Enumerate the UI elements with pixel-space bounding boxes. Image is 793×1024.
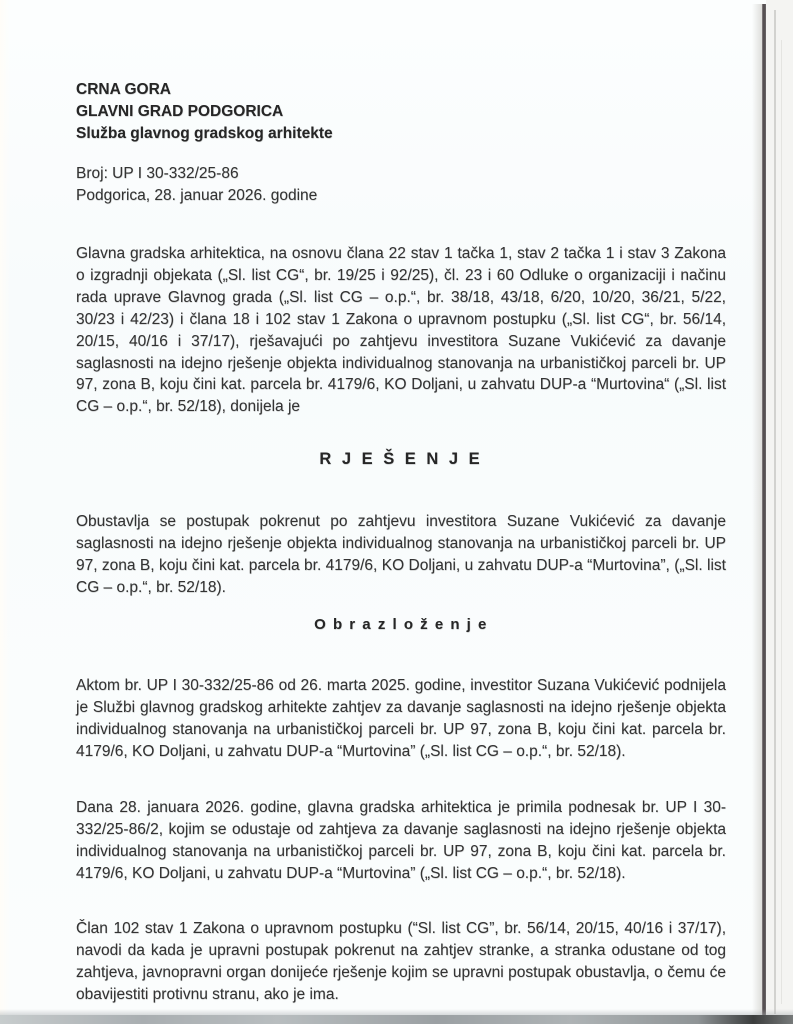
decision-paragraph: Obustavlja se postupak pokrenut po zahtjevu investitora Suzane Vukićević za davanje saglasnosti na idejno rješenje objekta individualnog stanovanja na urbanističkoj parceli br. UP 97, zona B, koju čini kat. parcela br. 4179/6, KO Doljani, u zahvatu DUP-a “Murtovina”, („Sl. list CG – o.p.“, br. 52/18). bbox=[76, 513, 726, 596]
paper-edge-shadow bbox=[752, 4, 762, 1016]
document-meta bbox=[76, 163, 726, 207]
rationale-title: O b r a z l o ž e n j e bbox=[314, 616, 488, 633]
paper-edge-faint-line bbox=[774, 10, 776, 1014]
document-number: Broj: UP I 30-332/25-86 bbox=[76, 165, 239, 182]
decision-title: R J E Š E N J E bbox=[319, 450, 483, 468]
place-and-date: Podgorica, 28. januar 2026. godine bbox=[76, 186, 318, 204]
intro-paragraph: Glavna gradska arhitektica, na osnovu člana 22 stav 1 tačka 1, stav 2 tačka 1 i stav 3 Zakona o izgradnji objekata („Sl. list CG“, br. 19/25 i 92/25), čl. 23 i 60 Odluke o organizaciji i načinu rada uprave Glavnog grada („Sl. list CG – o.p.“, br. 38/18, 43/18, 6/20, 10/20, 36/21, 5/22, 30/23 i 42/23) i člana 18 i 102 stav 1 Zakona o upravnom postupku („Sl. list CG“, br. 56/14, 20/15, 40/16 i 37/17), rješavajući po zahtjevu investitora Suzane Vukićević za davanje saglasnosti na idejno rješenje objekta individualnog stanovanja na urbanističkoj parceli br. UP 97, zona B, koju čini kat. parcela br. 4179/6, KO Doljani, u zahvatu DUP-a “Murtovina“ („Sl. list CG – o.p.“, br. 52/18), donijela je bbox=[76, 245, 726, 416]
letterhead-city: GLAVNI GRAD PODGORICA bbox=[76, 102, 284, 120]
paper-edge-faint-line-2 bbox=[781, 40, 782, 1004]
letterhead bbox=[76, 79, 726, 145]
scan-left-edge bbox=[0, 0, 10, 1024]
scan-bottom-bar bbox=[0, 1015, 793, 1024]
scan-right-margin bbox=[766, 0, 793, 1016]
rationale-paragraph-2: Dana 28. januara 2026. godine, glavna gradska arhitektica je primila podnesak br. UP I 30-332/25-86/2, kojim se odustaje od zahtjeva za davanje saglasnosti na idejno rješenje objekta individualnog stanovanja na urbanističkoj parceli br. UP 97, zona B, koju čini kat. parcela br. 4179/6, KO Doljani, u zahvatu DUP-a “Murtovina” („Sl. list CG – o.p.“, br. 52/18). bbox=[76, 799, 726, 882]
letterhead-office: Služba glavnog gradskog arhitekte bbox=[76, 124, 333, 142]
rationale-paragraph-3: Član 102 stav 1 Zakona o upravnom postupku (“Sl. list CG”, br. 56/14, 20/15, 40/16 i 37/17), navodi da kada je upravni postupak pokrenut na zahtjev stranke, a stranka odustane od tog zahtjeva, javnopravni organ donijeće rješenje kojim se upravni postupak obustavlja, o čemu će obavijestiti protivnu stranu, ako je ima. bbox=[76, 920, 726, 1003]
letterhead-country: CRNA GORA bbox=[76, 81, 172, 98]
rationale-paragraph-1: Aktom br. UP I 30-332/25-86 od 26. marta 2025. godine, investitor Suzana Vukićević podnijela je Službi glavnog gradskog arhitekte zahtjev za davanje saglasnosti na idejno rješenje objekta individualnog stanovanja na urbanističkoj parceli br. UP 97, zona B, koju čini kat. parcela br. 4179/6, KO Doljani, u zahvatu DUP-a “Murtovina” („Sl. list CG – o.p.“, br. 52/18). bbox=[76, 677, 726, 760]
